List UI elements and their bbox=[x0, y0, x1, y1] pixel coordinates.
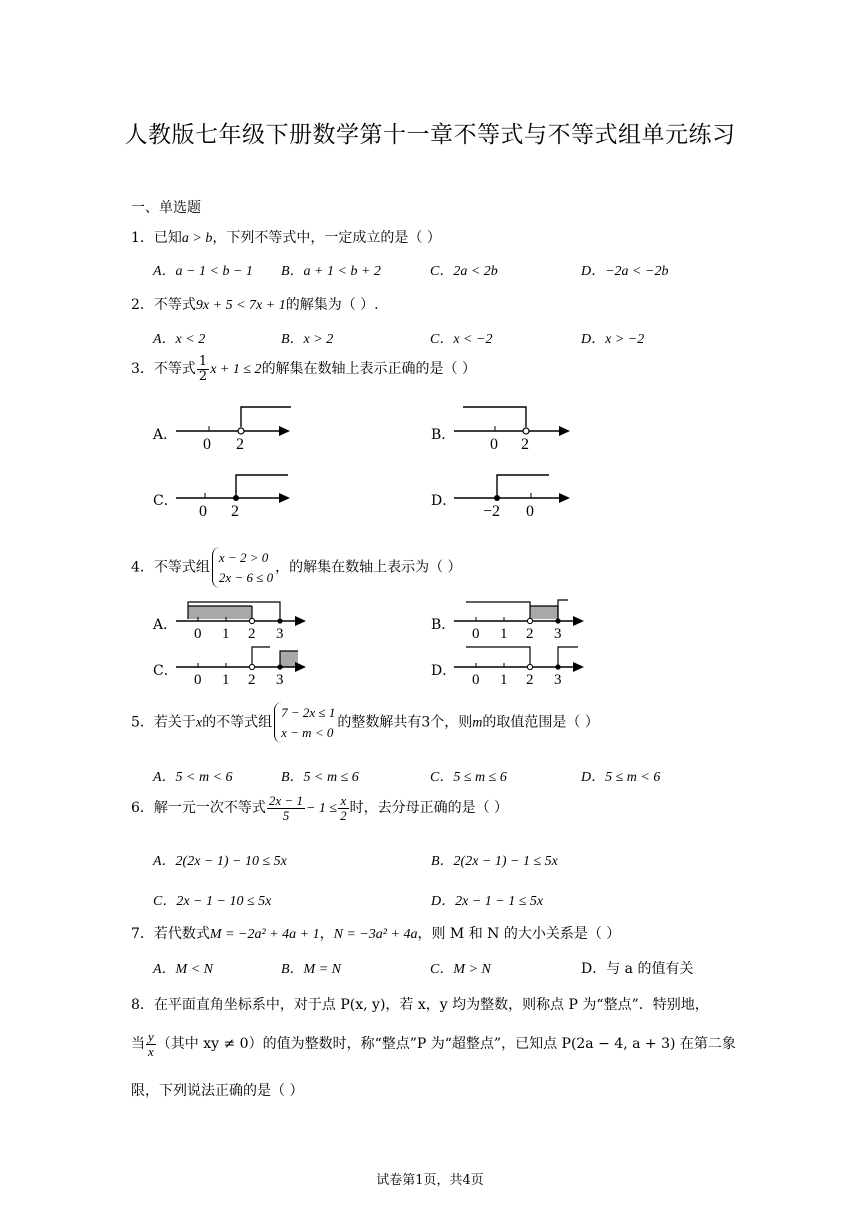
q1-text-a: 1．已知 bbox=[131, 230, 182, 246]
tick-label: 0 bbox=[526, 503, 534, 520]
question-5 bbox=[131, 702, 599, 743]
q6-option-d[interactable]: D．2x − 1 − 1 ≤ 5x bbox=[431, 894, 544, 909]
q4-text-b: ，的解集在数轴上表示为（ ） bbox=[275, 559, 462, 576]
q3-expression: x + 1 ≤ 2 bbox=[210, 362, 262, 378]
q1-text-b: ，下列不等式中，一定成立的是（ ） bbox=[212, 230, 441, 246]
page-title: 人教版七年级下册数学第十一章不等式与不等式组单元练习 bbox=[124, 122, 736, 148]
q1-option-d[interactable]: D．−2a < −2b bbox=[581, 264, 669, 279]
q7-option-d[interactable]: D．与 a 的值有关 bbox=[581, 961, 694, 977]
q4-option-d-label[interactable]: D． bbox=[431, 663, 457, 679]
q7-option-c[interactable]: C．M > N bbox=[430, 962, 491, 977]
q2-option-c[interactable]: C．x < −2 bbox=[430, 332, 493, 347]
q1-condition: a > b bbox=[181, 231, 213, 246]
q4-number-line-b[interactable] bbox=[450, 596, 590, 642]
q2-option-a[interactable]: A．x < 2 bbox=[153, 332, 206, 347]
q3-text-a: 3．不等式 bbox=[131, 361, 196, 378]
section-heading: 一、单选题 bbox=[131, 200, 201, 216]
question-8-line-1: 8．在平面直角坐标系中，对于点 P(x, y)，若 x，y 均为整数，则称点 P 为“整点”．特别地， bbox=[131, 997, 709, 1013]
q1-option-c[interactable]: C．2a < 2b bbox=[430, 264, 498, 279]
q6-text-a: 6．解一元一次不等式 bbox=[131, 800, 266, 817]
q6-option-c[interactable]: C．2x − 1 − 10 ≤ 5x bbox=[153, 894, 272, 909]
tick-label: 3 bbox=[276, 672, 284, 688]
q7-text-b: ，则 M 和 N 的大小关系是（ ） bbox=[417, 926, 621, 942]
q5-var-x: x bbox=[195, 715, 203, 731]
q7-sep: ， bbox=[319, 926, 334, 942]
tick-label: −2 bbox=[483, 503, 501, 520]
question-8-line-3: 限，下列说法正确的是（ ） bbox=[131, 1083, 304, 1099]
q2-expression: 9x + 5 < 7x + 1 bbox=[195, 298, 286, 313]
q6-option-b[interactable]: B．2(2x − 1) − 1 ≤ 5x bbox=[431, 854, 558, 869]
q7-option-b[interactable]: B．M = N bbox=[281, 962, 341, 977]
question-4 bbox=[131, 547, 462, 588]
tick-label: 0 bbox=[490, 436, 498, 453]
q3-text-b: 的解集在数轴上表示正确的是（ ） bbox=[261, 361, 477, 378]
q1-option-b[interactable]: B．a + 1 < b + 2 bbox=[281, 264, 381, 279]
tick-label: 0 bbox=[194, 626, 202, 642]
tick-label: 0 bbox=[472, 626, 480, 642]
q5-option-d[interactable]: D．5 ≤ m < 6 bbox=[581, 770, 661, 785]
question-7 bbox=[131, 923, 620, 943]
q4-number-line-a[interactable] bbox=[172, 596, 312, 642]
question-6 bbox=[131, 794, 508, 822]
tick-label: 3 bbox=[554, 672, 562, 688]
tick-label: 0 bbox=[203, 436, 211, 453]
page-footer: 试卷第1页，共4页 bbox=[376, 1173, 484, 1188]
q5-text-c: 的整数解共有3个，则 bbox=[337, 714, 473, 731]
q7-option-a[interactable]: A．M < N bbox=[153, 962, 213, 977]
tick-label: 2 bbox=[526, 672, 534, 688]
q4-option-b-label[interactable]: B． bbox=[431, 617, 456, 633]
q4-option-a-label[interactable]: A． bbox=[153, 617, 178, 633]
q3-option-d-label[interactable]: D． bbox=[431, 493, 457, 509]
tick-label: 2 bbox=[231, 503, 239, 520]
tick-label: 1 bbox=[500, 626, 508, 642]
q3-option-c-label[interactable]: C． bbox=[153, 493, 178, 509]
q6-fraction-right: $\frac{x}{2}$ bbox=[340, 793, 347, 823]
tick-label: 1 bbox=[500, 672, 508, 688]
q6-fraction-left: $\frac{2x - 1}{5}$ bbox=[268, 793, 303, 823]
q2-option-d[interactable]: D．x > −2 bbox=[581, 332, 645, 347]
q5-option-c[interactable]: C．5 ≤ m ≤ 6 bbox=[430, 770, 507, 785]
tick-label: 1 bbox=[222, 672, 230, 688]
q6-mid: − 1 ≤ bbox=[305, 801, 338, 817]
tick-label: 2 bbox=[521, 436, 529, 453]
q2-text-b: 的解集为（ ）. bbox=[285, 297, 379, 313]
q3-option-a-label[interactable]: A． bbox=[153, 427, 178, 443]
tick-label: 2 bbox=[248, 672, 256, 688]
question-2 bbox=[131, 294, 379, 314]
q5-option-b[interactable]: B．5 < m ≤ 6 bbox=[281, 770, 359, 785]
q7-expr-n: N = −3a² + 4a bbox=[333, 927, 418, 942]
q5-text-b: 的不等式组 bbox=[202, 714, 273, 731]
q5-system: 7 − 2x ≤ 1 x − m < 0 bbox=[274, 702, 335, 743]
tick-label: 0 bbox=[194, 672, 202, 688]
tick-label: 2 bbox=[236, 436, 244, 453]
tick-label: 3 bbox=[554, 626, 562, 642]
tick-label: 2 bbox=[526, 626, 534, 642]
q4-number-line-d[interactable] bbox=[450, 642, 590, 688]
tick-label: 0 bbox=[199, 503, 207, 520]
tick-label: 1 bbox=[222, 626, 230, 642]
q4-number-line-c[interactable] bbox=[172, 642, 312, 688]
question-1 bbox=[131, 227, 441, 247]
q3-fraction: $\frac{1}{2}$ bbox=[198, 354, 208, 384]
q3-number-line-c[interactable] bbox=[170, 468, 300, 524]
q5-text-a: 5．若关于 bbox=[131, 714, 196, 731]
q3-number-line-b[interactable] bbox=[450, 400, 580, 458]
q2-option-b[interactable]: B．x > 2 bbox=[281, 332, 334, 347]
q4-option-c-label[interactable]: C． bbox=[153, 663, 178, 679]
q5-text-d: 的取值范围是（ ） bbox=[482, 714, 599, 731]
q8-fraction: $\frac{y}{x}$ bbox=[148, 1029, 154, 1059]
question-3 bbox=[131, 355, 476, 383]
q7-text-a: 7．若代数式 bbox=[131, 926, 210, 942]
q4-text-a: 4．不等式组 bbox=[131, 559, 210, 576]
q1-option-a[interactable]: A．a − 1 < b − 1 bbox=[153, 264, 253, 279]
q7-expr-m: M = −2a² + 4a + 1 bbox=[209, 927, 320, 942]
tick-label: 2 bbox=[248, 626, 256, 642]
tick-label: 3 bbox=[276, 626, 284, 642]
q5-option-a[interactable]: A．5 < m < 6 bbox=[153, 770, 233, 785]
q3-option-b-label[interactable]: B． bbox=[431, 427, 456, 443]
q4-system: x − 2 > 0 2x − 6 ≤ 0 bbox=[212, 547, 273, 588]
q3-number-line-a[interactable] bbox=[170, 400, 300, 458]
q2-text-a: 2．不等式 bbox=[131, 297, 196, 313]
q3-number-line-d[interactable] bbox=[450, 468, 580, 524]
tick-label: 0 bbox=[472, 672, 480, 688]
q6-text-b: 时，去分母正确的是（ ） bbox=[349, 800, 509, 817]
q6-option-a[interactable]: A．2(2x − 1) − 10 ≤ 5x bbox=[153, 854, 287, 869]
q5-var-m: m bbox=[472, 715, 483, 731]
question-8-line-2 bbox=[131, 1030, 736, 1058]
q8-text-a: 当 bbox=[131, 1036, 145, 1053]
q8-text-b: （其中 xy ≠ 0）的值为整数时，称“整点”P 为“超整点”，已知点 P(2a − 4, a + 3) 在第二象 bbox=[156, 1036, 736, 1053]
